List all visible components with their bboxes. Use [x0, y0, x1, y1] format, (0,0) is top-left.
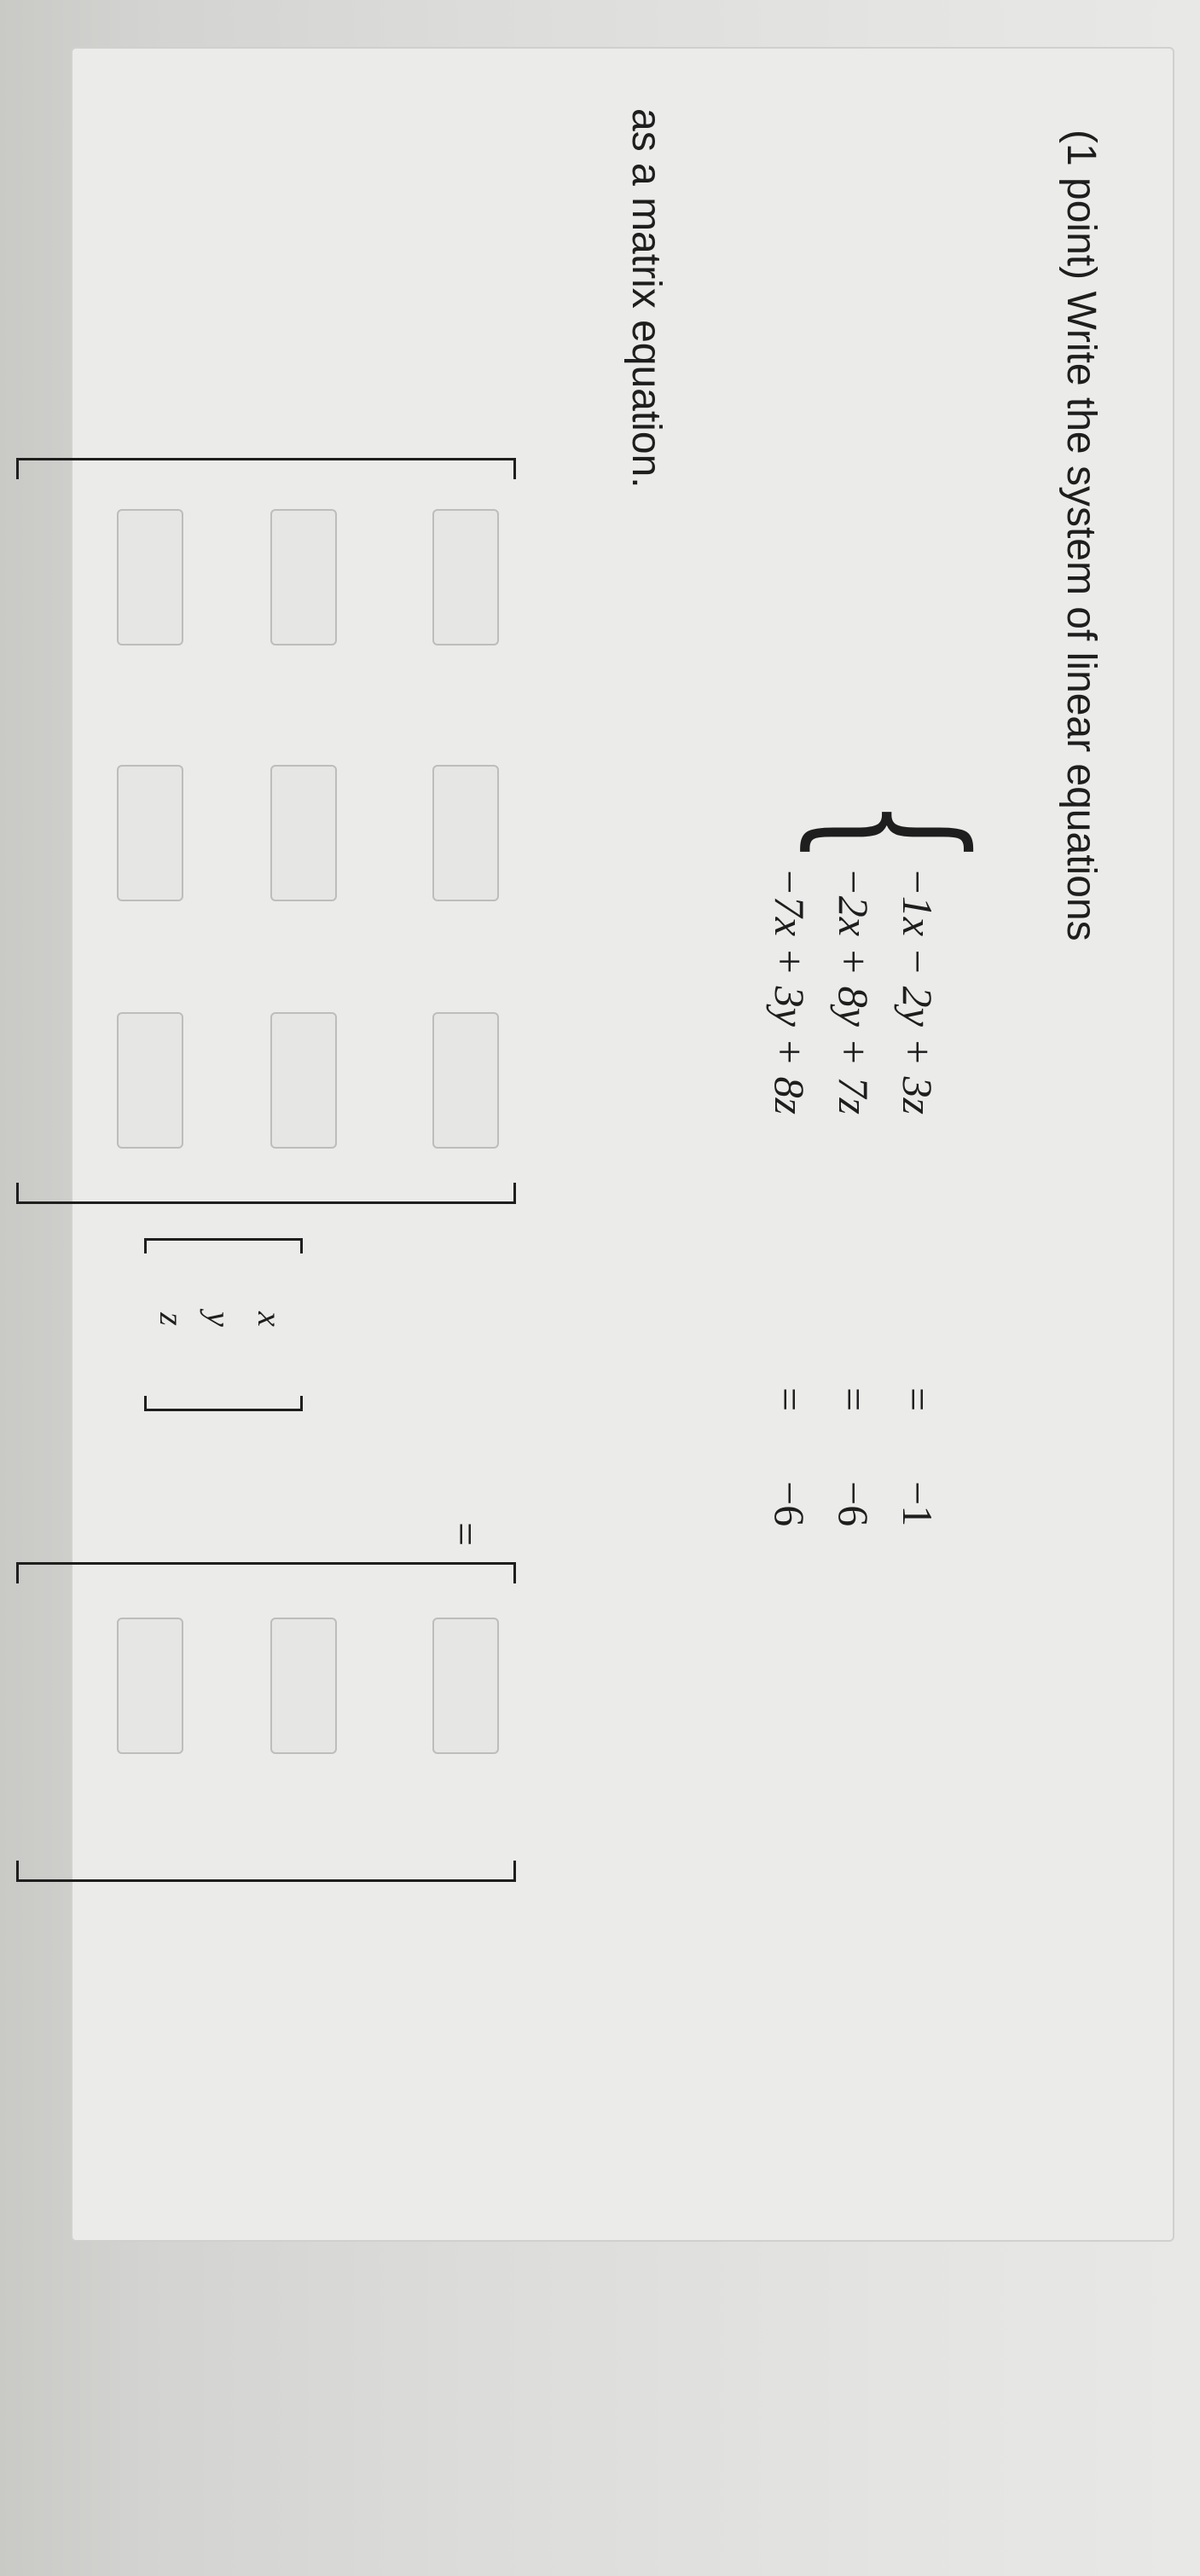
equation-rhs: −1: [894, 1481, 942, 1527]
constants-cell-3[interactable]: [117, 1618, 183, 1754]
constants-left-bracket: [16, 1562, 516, 1583]
prompt-text: Write the system of linear equations: [1058, 291, 1104, 941]
variable-vector-right-bracket: [144, 1396, 303, 1411]
equation-equals: =: [830, 1387, 878, 1412]
constants-right-bracket: [16, 1861, 516, 1882]
matrix-cell-3-1[interactable]: [117, 509, 183, 645]
matrix-cell-2-3[interactable]: [270, 1012, 337, 1149]
equation-lhs: −1x − 2y + 3z: [894, 867, 942, 1115]
variable-y: y: [200, 1311, 238, 1327]
variable-vector-left-bracket: [144, 1238, 303, 1253]
equation-equals: =: [894, 1387, 942, 1412]
matrix-left-bracket: [16, 458, 516, 479]
matrix-cell-3-3[interactable]: [117, 1012, 183, 1149]
points-label: (1 point): [1058, 130, 1104, 281]
constants-cell-1[interactable]: [432, 1618, 499, 1754]
matrix-cell-2-1[interactable]: [270, 509, 337, 645]
equation-equals: =: [766, 1387, 814, 1412]
variable-x: x: [251, 1311, 289, 1327]
equation-rhs: −6: [830, 1481, 878, 1527]
equation-rhs: −6: [766, 1481, 814, 1527]
matrix-cell-3-2[interactable]: [117, 765, 183, 901]
matrix-equals-sign: =: [442, 1522, 490, 1547]
problem-panel: [71, 47, 1174, 2242]
system-brace: {: [786, 799, 1005, 865]
constants-cell-2[interactable]: [270, 1618, 337, 1754]
matrix-cell-1-3[interactable]: [432, 1012, 499, 1149]
matrix-cell-1-2[interactable]: [432, 765, 499, 901]
after-system-text: as a matrix equation.: [623, 108, 669, 489]
matrix-cell-2-2[interactable]: [270, 765, 337, 901]
equation-lhs: −2x + 8y + 7z: [830, 867, 878, 1115]
equation-lhs: −7x + 3y + 8z: [766, 867, 814, 1115]
matrix-right-bracket: [16, 1183, 516, 1204]
problem-prompt: [1058, 130, 1104, 941]
variable-z: z: [153, 1312, 191, 1326]
matrix-cell-1-1[interactable]: [432, 509, 499, 645]
